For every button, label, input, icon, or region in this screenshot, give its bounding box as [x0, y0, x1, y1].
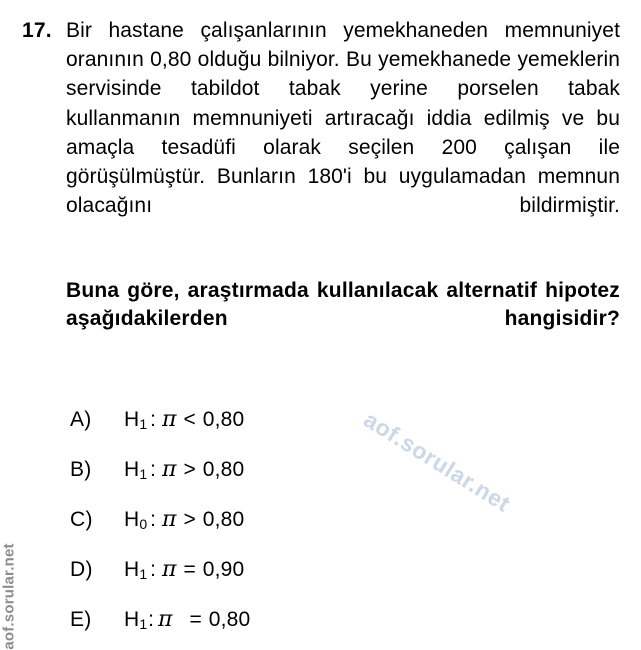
answer-option-e[interactable]	[0, 595, 641, 645]
question-number: 17.	[22, 19, 52, 42]
question-paragraph-text: Bir hastane çalışanlarının yemekhaneden memnuniyet oranının 0,80 olduğu bilniyor. Bu yemekhanede yemeklerin servisinde tabildot tabak yerine porselen tabak kullanmanın memnuniyeti artıracağı iddia edilmiş ve bu amaçla tesadüfi olarak seçilen 200 çalışan ile görüşülmüştür. Bunların 180'i bu uygulamadan memnun olacağını bildirmiştir.	[66, 19, 620, 218]
hypothesis-subscript-c: 0	[139, 516, 148, 533]
option-label-e: E)	[70, 608, 92, 631]
option-operator-b: >	[183, 458, 196, 481]
hypothesis-symbol-b: $H_1$	[124, 458, 148, 483]
hypothesis-subscript-a: 1	[139, 416, 148, 433]
option-colon-d: :	[150, 558, 157, 581]
option-colon-b: :	[150, 458, 157, 481]
hypothesis-symbol-c: $H_0$	[124, 508, 148, 533]
answer-option-c[interactable]	[0, 495, 641, 545]
hypothesis-subscript-b: 1	[139, 466, 148, 483]
hypothesis-symbol-a: $H_1$	[124, 408, 148, 433]
hypothesis-symbol-d: $H_1$	[124, 558, 148, 583]
option-operator-e: =	[189, 608, 202, 631]
pi-symbol-b: π	[162, 457, 177, 482]
option-label-b: B)	[70, 458, 92, 481]
answer-options	[0, 395, 641, 645]
answer-option-d[interactable]	[0, 545, 641, 595]
option-colon-a: :	[150, 408, 157, 431]
option-operator-c: >	[183, 508, 196, 531]
hypothesis-subscript-d: 1	[139, 566, 148, 583]
option-colon-c: :	[150, 508, 157, 531]
option-expression-d	[124, 545, 244, 599]
pi-symbol-e: π	[158, 607, 173, 632]
question-prompt-text: Buna göre, araştırmada kullanılacak alternatif hipotez aşağıdakilerden hangisidir?	[66, 279, 620, 330]
option-expression-b	[124, 445, 244, 499]
option-expression-c	[124, 495, 244, 549]
option-operator-d: =	[183, 558, 196, 581]
option-expression-a	[124, 395, 244, 449]
question-paragraph	[66, 16, 620, 250]
option-label-c: C)	[70, 508, 93, 531]
option-label-d: D)	[70, 558, 93, 581]
question-text	[66, 16, 620, 250]
watermark-diagonal: aof.sorular.net	[359, 406, 516, 517]
watermark-vertical: aof.sorular.net	[0, 543, 18, 650]
option-value-d: 0,90	[202, 558, 245, 581]
pi-symbol-d: π	[162, 557, 177, 582]
option-value-c: 0,80	[202, 508, 245, 531]
question-prompt	[66, 277, 620, 361]
option-value-a: 0,80	[202, 408, 245, 431]
answer-option-b[interactable]	[0, 445, 641, 495]
pi-symbol-c: π	[162, 507, 177, 532]
hypothesis-symbol-e: $H_1$	[124, 608, 148, 633]
hypothesis-subscript-e: 1	[139, 616, 148, 633]
question-block	[22, 16, 620, 250]
answer-option-a[interactable]	[0, 395, 641, 445]
pi-symbol-a: π	[162, 407, 177, 432]
option-colon-e: :	[148, 608, 155, 631]
option-value-b: 0,80	[202, 458, 245, 481]
option-value-e: 0,80	[208, 608, 251, 631]
option-expression-e	[124, 595, 250, 649]
option-label-a: A)	[70, 408, 92, 431]
option-operator-a: <	[183, 408, 196, 431]
